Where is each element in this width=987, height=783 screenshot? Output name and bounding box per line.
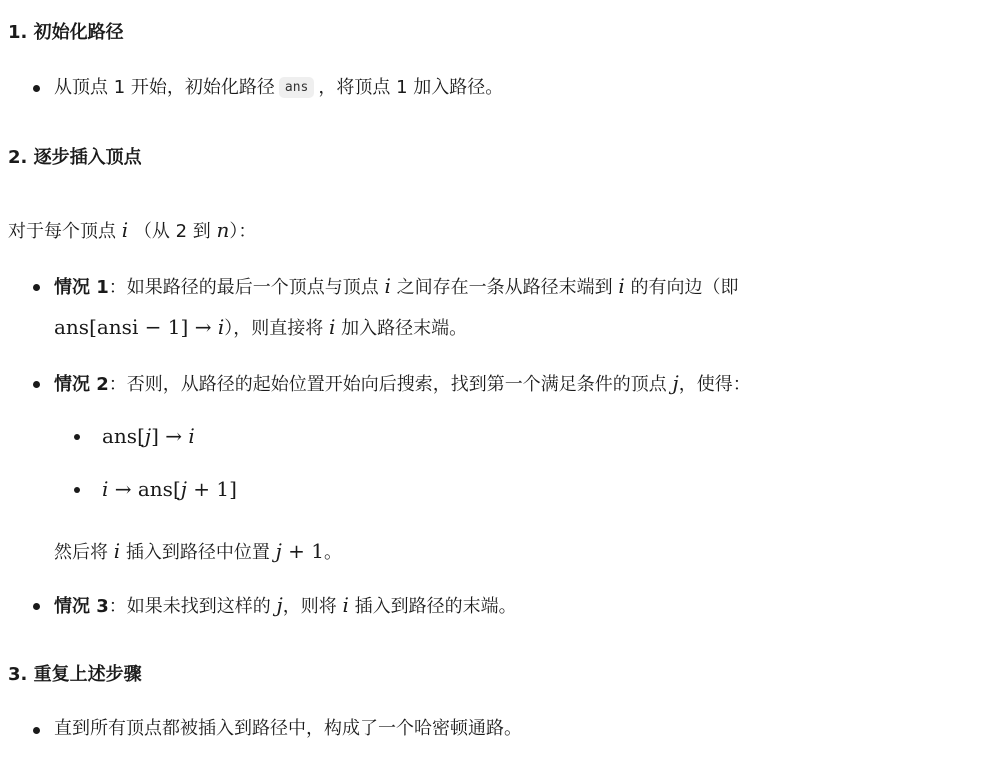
text: 之间存在一条从路径末端到 [396, 277, 613, 298]
math-var: j [144, 424, 152, 448]
text: ：如果未找到这样的 [108, 596, 271, 617]
list-item-case-1 [54, 273, 739, 301]
case-label: 情况 1 [54, 277, 109, 298]
case-label: 情况 2 [54, 374, 109, 395]
math-var: i [384, 274, 391, 298]
sub-list-item [102, 423, 195, 451]
math-var: i [113, 539, 121, 563]
bullet-dot [74, 487, 80, 493]
text: 的有向边（即 [630, 277, 739, 298]
math-var: i [217, 315, 225, 339]
text: 直到所有顶点都被插入到路径中，构成了一个哈密顿通路。 [54, 718, 522, 739]
text: ，使得： [678, 374, 751, 395]
inline-code: ans [279, 77, 314, 98]
text: ）： [229, 221, 257, 242]
math-expr: → ans[ [108, 477, 181, 501]
math-expr: ans[ansi − 1] → [54, 315, 218, 339]
list-item-case-3 [54, 592, 517, 620]
text: 对于每个顶点 [8, 221, 116, 242]
list-item-case-1-cont [54, 314, 467, 342]
text: 从顶点 1 开始，初始化路径 [54, 77, 275, 98]
list-item-case-2 [54, 370, 751, 398]
math-var: j [275, 539, 282, 563]
paragraph-then [54, 538, 342, 566]
math-var: i [342, 593, 349, 617]
bullet-dot [33, 284, 40, 291]
section-heading-2: 2. 逐步插入顶点 [8, 147, 142, 168]
bullet-dot [33, 381, 40, 388]
bullet-dot [33, 727, 40, 734]
bullet-dot [33, 603, 40, 610]
math-var: i [121, 218, 129, 242]
text: ，将顶点 1 加入路径。 [318, 77, 504, 98]
sub-list-item [102, 476, 237, 504]
math-var: j [276, 593, 283, 617]
text: ：否则，从路径的起始位置开始向后搜索，找到第一个满足条件的顶点 [108, 374, 667, 395]
text: ），则直接将 [224, 318, 324, 339]
text: ，则将 [282, 596, 337, 617]
text: （从 2 到 [133, 221, 211, 242]
math-var: i [618, 274, 625, 298]
math-var: j [180, 477, 187, 501]
text: ：如果路径的最后一个顶点与顶点 [108, 277, 379, 298]
section-heading-1: 1. 初始化路径 [8, 22, 124, 43]
math-var: n [216, 218, 230, 242]
list-item [54, 716, 522, 742]
text: 然后将 [54, 542, 108, 563]
math-expr: ] → [151, 424, 189, 448]
math-var: j [672, 371, 679, 395]
paragraph-intro [8, 217, 256, 245]
math-expr: ans[ [102, 424, 145, 448]
math-expr: + 1 [281, 539, 325, 563]
section-heading-3: 3. 重复上述步骤 [8, 664, 142, 685]
bullet-dot [74, 434, 80, 440]
math-var: i [328, 315, 336, 339]
math-var: i [102, 477, 109, 501]
math-expr: + 1] [186, 477, 237, 501]
case-label: 情况 3 [54, 596, 109, 617]
text: 插入到路径中位置 [125, 542, 270, 563]
math-var: i [188, 424, 195, 448]
text: 。 [324, 542, 343, 563]
text: 插入到路径的末端。 [354, 596, 517, 617]
list-item [54, 75, 503, 101]
text: 加入路径末端。 [341, 318, 468, 339]
bullet-dot [33, 85, 40, 92]
